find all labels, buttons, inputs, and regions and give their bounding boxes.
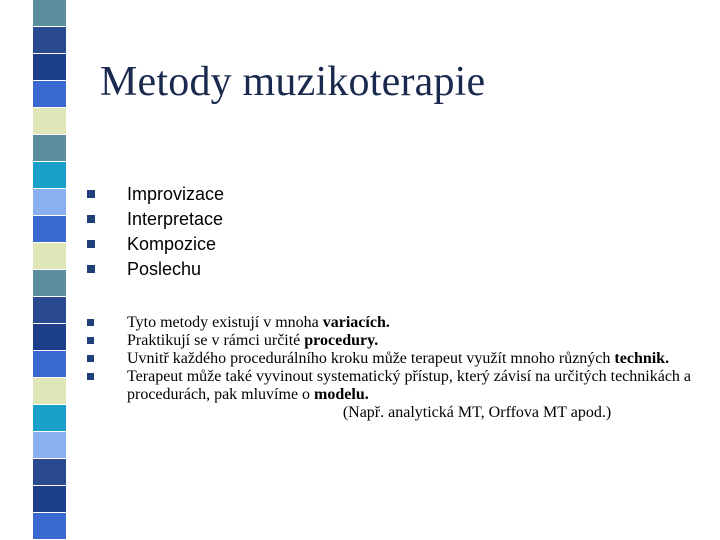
list-item-text: Kompozice [127,234,217,254]
strip-block [33,54,66,81]
strip-block [33,243,66,270]
strip-block [33,189,66,216]
list-item [87,332,697,350]
item-bold-text: variacích. [322,314,390,331]
strip-block [33,405,66,432]
item-text: Tyto metody existují v mnoha [127,314,323,331]
square-bullet-icon [87,355,94,362]
strip-block [33,459,66,486]
item-text: Terapeut může také vyvinout systematický přístup, který závisí na určitých technikách a procedurách, pak mluvíme o [127,368,692,403]
square-bullet-icon [87,319,94,326]
square-bullet-icon [87,337,94,344]
item-bold-text: technik. [614,350,670,367]
strip-block [33,135,66,162]
strip-block [33,27,66,54]
item-text: Praktikují se v rámci určité [127,332,305,349]
decorative-color-strip [0,0,66,540]
strip-block [33,162,66,189]
square-bullet-icon [87,373,94,380]
strip-block [33,297,66,324]
list-item [87,314,697,332]
strip-block [33,270,66,297]
strip-block [33,0,66,27]
strip-block [33,216,66,243]
item-bold-text: modelu. [314,386,369,403]
strip-block [33,513,66,540]
strip-block [33,351,66,378]
strip-block [33,324,66,351]
list-item [87,259,224,284]
item-bold-text: procedury. [304,332,379,349]
square-bullet-icon [87,215,95,223]
strip-block [33,81,66,108]
strip-block [33,108,66,135]
examples-note: (Např. analytická MT, Orffova MT apod.) [342,404,612,421]
strip-block [33,378,66,405]
description-list [87,314,697,422]
square-bullet-icon [87,265,95,273]
methods-list [87,184,224,284]
list-item [87,368,697,422]
list-item-text: Interpretace [127,209,224,229]
list-item [87,234,224,259]
strip-block [33,486,66,513]
list-item [87,184,224,209]
slide-title: Metody muzikoterapie [100,59,486,105]
strip-block [33,432,66,459]
square-bullet-icon [87,240,95,248]
list-item-text: Improvizace [127,184,225,204]
item-text: Uvnitř každého procedurálního kroku může terapeut využít mnoho různých [127,350,615,367]
list-item-text: Poslechu [127,259,202,279]
list-item [87,209,224,234]
list-item [87,350,697,368]
square-bullet-icon [87,190,95,198]
